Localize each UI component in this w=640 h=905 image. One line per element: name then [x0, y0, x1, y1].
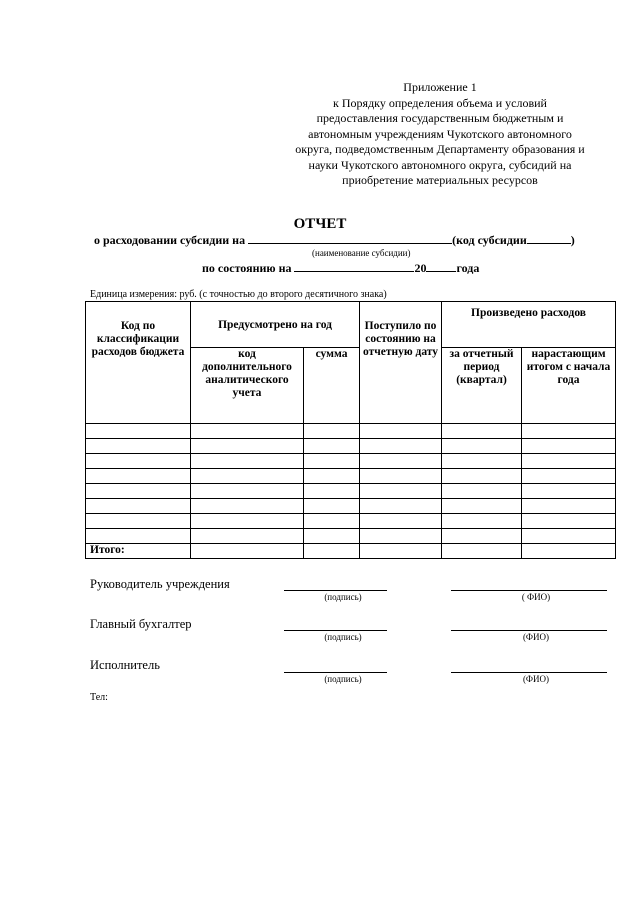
signature-label-head: Руководитель учреждения: [90, 577, 230, 591]
header-spent-period: за отчетный период (квартал): [442, 348, 522, 424]
table-cell[interactable]: [360, 454, 442, 469]
appendix-line: автономным учреждениям Чукотского автономного: [308, 126, 572, 141]
table-cell[interactable]: [360, 529, 442, 544]
table-row: [86, 439, 616, 454]
name-field-accountant[interactable]: [451, 630, 607, 631]
name-hint-accountant: (ФИО): [522, 632, 550, 642]
report-table: [85, 301, 616, 559]
subsidy-code-label: (код субсидии: [452, 233, 527, 247]
table-cell[interactable]: [86, 424, 191, 439]
table-cell[interactable]: [360, 439, 442, 454]
appendix-line: приобретение материальных ресурсов: [342, 173, 538, 187]
signature-hint-accountant: (подпись): [324, 632, 362, 642]
signature-hint-executor: (подпись): [324, 674, 362, 684]
table-cell[interactable]: [304, 499, 360, 514]
table-cell[interactable]: [304, 454, 360, 469]
subsidy-name-hint: (наименование субсидии): [312, 248, 411, 258]
table-cell[interactable]: [304, 484, 360, 499]
subsidy-name-field[interactable]: [248, 232, 452, 244]
table-cell[interactable]: [86, 499, 191, 514]
appendix-line: к Порядку определения объема и условий: [333, 95, 547, 110]
table-cell[interactable]: [442, 424, 522, 439]
table-cell[interactable]: [191, 544, 304, 559]
table-cell[interactable]: [442, 439, 522, 454]
table-cell[interactable]: [86, 439, 191, 454]
table-row: [86, 484, 616, 499]
table-cell[interactable]: [360, 514, 442, 529]
year-suffix: года: [456, 261, 480, 275]
table-row: [86, 499, 616, 514]
table-row: [86, 454, 616, 469]
header-spent-cumulative: нарастающим итогом с начала года: [522, 348, 616, 424]
table-cell[interactable]: [442, 544, 522, 559]
header-planned-sum: сумма: [304, 348, 360, 424]
table-cell[interactable]: [522, 469, 616, 484]
table-cell[interactable]: [360, 544, 442, 559]
signature-label-accountant: Главный бухгалтер: [90, 617, 192, 631]
table-cell[interactable]: [442, 484, 522, 499]
table-cell[interactable]: [360, 469, 442, 484]
appendix-line: Приложение 1: [403, 80, 477, 94]
year-field[interactable]: [426, 260, 456, 272]
name-hint-head: ( ФИО): [521, 592, 551, 602]
signature-label-executor: Исполнитель: [90, 658, 160, 672]
table-cell[interactable]: [86, 454, 191, 469]
table-cell[interactable]: [304, 544, 360, 559]
signature-field-accountant[interactable]: [284, 630, 387, 631]
table-cell[interactable]: [304, 439, 360, 454]
table-cell[interactable]: [191, 424, 304, 439]
table-row: [86, 469, 616, 484]
signature-field-head[interactable]: [284, 590, 387, 591]
table-cell[interactable]: [191, 499, 304, 514]
subsidy-prefix: о расходовании субсидии на: [94, 233, 249, 247]
state-date-field[interactable]: [294, 260, 414, 272]
subsidy-close: ): [570, 233, 575, 247]
phone-label: Тел:: [90, 692, 108, 703]
table-cell[interactable]: [522, 529, 616, 544]
subsidy-code-field[interactable]: [527, 232, 571, 244]
table-cell[interactable]: [522, 544, 616, 559]
table-cell[interactable]: [522, 454, 616, 469]
table-cell[interactable]: [522, 439, 616, 454]
table-cell[interactable]: [522, 499, 616, 514]
state-date-prefix: по состоянию на: [202, 261, 295, 275]
signature-field-executor[interactable]: [284, 672, 387, 673]
table-cell[interactable]: [360, 424, 442, 439]
table-row: [86, 529, 616, 544]
table-cell[interactable]: [191, 529, 304, 544]
appendix-line: округа, подведомственным Департаменту образования и: [295, 142, 585, 156]
header-received: Поступило по состоянию на отчетную дату: [360, 302, 442, 424]
table-cell[interactable]: [191, 484, 304, 499]
table-cell[interactable]: [304, 529, 360, 544]
appendix-line: предоставления государственным бюджетным и: [316, 111, 564, 125]
table-cell[interactable]: [442, 454, 522, 469]
table-cell[interactable]: [442, 514, 522, 529]
name-field-executor[interactable]: [451, 672, 607, 673]
table-cell[interactable]: [86, 514, 191, 529]
table-cell[interactable]: [86, 529, 191, 544]
table-cell[interactable]: [522, 484, 616, 499]
name-field-head[interactable]: [451, 590, 607, 591]
appendix-line: науки Чукотского автономного округа, субсидий на: [308, 157, 572, 172]
table-cell[interactable]: [304, 514, 360, 529]
appendix-note: [270, 80, 610, 189]
report-title: ОТЧЕТ: [293, 216, 347, 232]
header-spent: Произведено расходов: [442, 302, 616, 348]
total-row: [86, 544, 616, 559]
subsidy-line: [94, 232, 575, 248]
name-hint-executor: (ФИО): [522, 674, 550, 684]
table-cell[interactable]: [522, 424, 616, 439]
year-prefix: 20: [414, 261, 427, 275]
state-date-line: [202, 260, 479, 276]
table-cell[interactable]: [442, 529, 522, 544]
table-cell[interactable]: [360, 499, 442, 514]
table-cell[interactable]: [442, 499, 522, 514]
total-label: Итого:: [86, 544, 191, 559]
table-cell[interactable]: [442, 469, 522, 484]
table-cell[interactable]: [191, 454, 304, 469]
table-cell[interactable]: [86, 484, 191, 499]
table-cell[interactable]: [360, 484, 442, 499]
table-row: [86, 424, 616, 439]
unit-note: Единица измерения: руб. (с точностью до второго десятичного знака): [90, 289, 387, 300]
header-planned: Предусмотрено на год: [191, 302, 360, 348]
table-cell[interactable]: [522, 514, 616, 529]
table-row: [86, 514, 616, 529]
table-cell[interactable]: [86, 469, 191, 484]
table-cell[interactable]: [191, 469, 304, 484]
table-cell[interactable]: [304, 469, 360, 484]
header-planned-code: код дополнительного аналитического учета: [191, 348, 304, 424]
table-cell[interactable]: [304, 424, 360, 439]
table-cell[interactable]: [191, 514, 304, 529]
signature-hint-head: (подпись): [324, 592, 362, 602]
header-code: Код по классификации расходов бюджета: [86, 302, 191, 424]
table-cell[interactable]: [191, 439, 304, 454]
